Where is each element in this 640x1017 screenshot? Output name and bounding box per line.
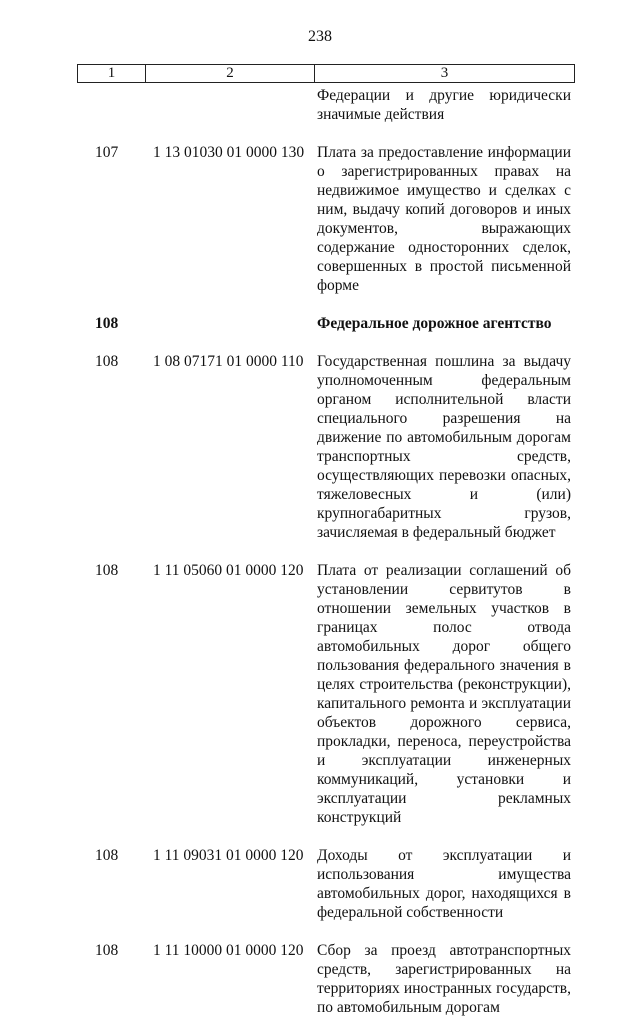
table-row: [0, 86, 640, 124]
table-row: [0, 941, 640, 1017]
row-description: Доходы от эксплуатации и использования имущества автомобильных дорог, находящихся в федеральной собственности: [317, 847, 571, 921]
table-row: [0, 352, 640, 542]
header-col-1: 1: [78, 65, 146, 83]
row-number: 108: [95, 315, 119, 332]
table-body: [0, 86, 640, 1017]
row-code: 1 11 05060 01 0000 120: [153, 562, 304, 579]
row-description: Государственная пошлина за выдачу уполномоченным федеральным органом исполнительной власти специального разрешения на движение по автомобильным дорогам транспортных средств, осуществляющих перевозки опасных, тяжеловесных и (или) крупногабаритных грузов, зачисляемая в федеральный бюджет: [317, 353, 571, 541]
row-number: 108: [95, 562, 119, 579]
row-code: 1 11 09031 01 0000 120: [153, 847, 304, 864]
header-col-3: 3: [315, 65, 575, 83]
row-description: Плата от реализации соглашений об установлении сервитутов в отношении земельных участков в границах полос отвода автомобильных дорог общего пользования федерального значения в целях строительства (реконструкции), капитального ремонта и эксплуатации объектов дорожного сервиса, прокладки, переноса, переустройства и эксплуатации инженерных коммуникаций, установки и эксплуатации рекламных конструкций: [317, 562, 571, 826]
row-number: 108: [95, 942, 119, 959]
table-row: [0, 561, 640, 827]
row-code: 1 13 01030 01 0000 130: [153, 144, 305, 161]
row-number: 107: [95, 144, 119, 161]
page-number: 238: [308, 28, 332, 45]
table-row: [0, 143, 640, 295]
table-row: [0, 846, 640, 922]
row-code: 1 08 07171 01 0000 110: [153, 353, 304, 370]
row-description: Федерации и другие юридически значимые действия: [317, 87, 571, 123]
row-number: 108: [95, 847, 119, 864]
header-col-2: 2: [146, 65, 315, 83]
row-description: Плата за предоставление информации о зарегистрированных правах на недвижимое имущество и сделках с ним, выдачу копий договоров и иных документов, выражающих содержание односторонних сделок, совершенных в простой письменной форме: [317, 144, 571, 294]
row-description: Федеральное дорожное агентство: [317, 315, 552, 332]
row-description: Сбор за проезд автотранспортных средств, зарегистрированных на территориях иностранных государств, по автомобильным дорогам: [317, 942, 571, 1016]
row-number: 108: [95, 353, 119, 370]
row-code: 1 11 10000 01 0000 120: [153, 942, 304, 959]
table-header: [77, 64, 575, 83]
table-row-section-heading: [0, 314, 640, 333]
